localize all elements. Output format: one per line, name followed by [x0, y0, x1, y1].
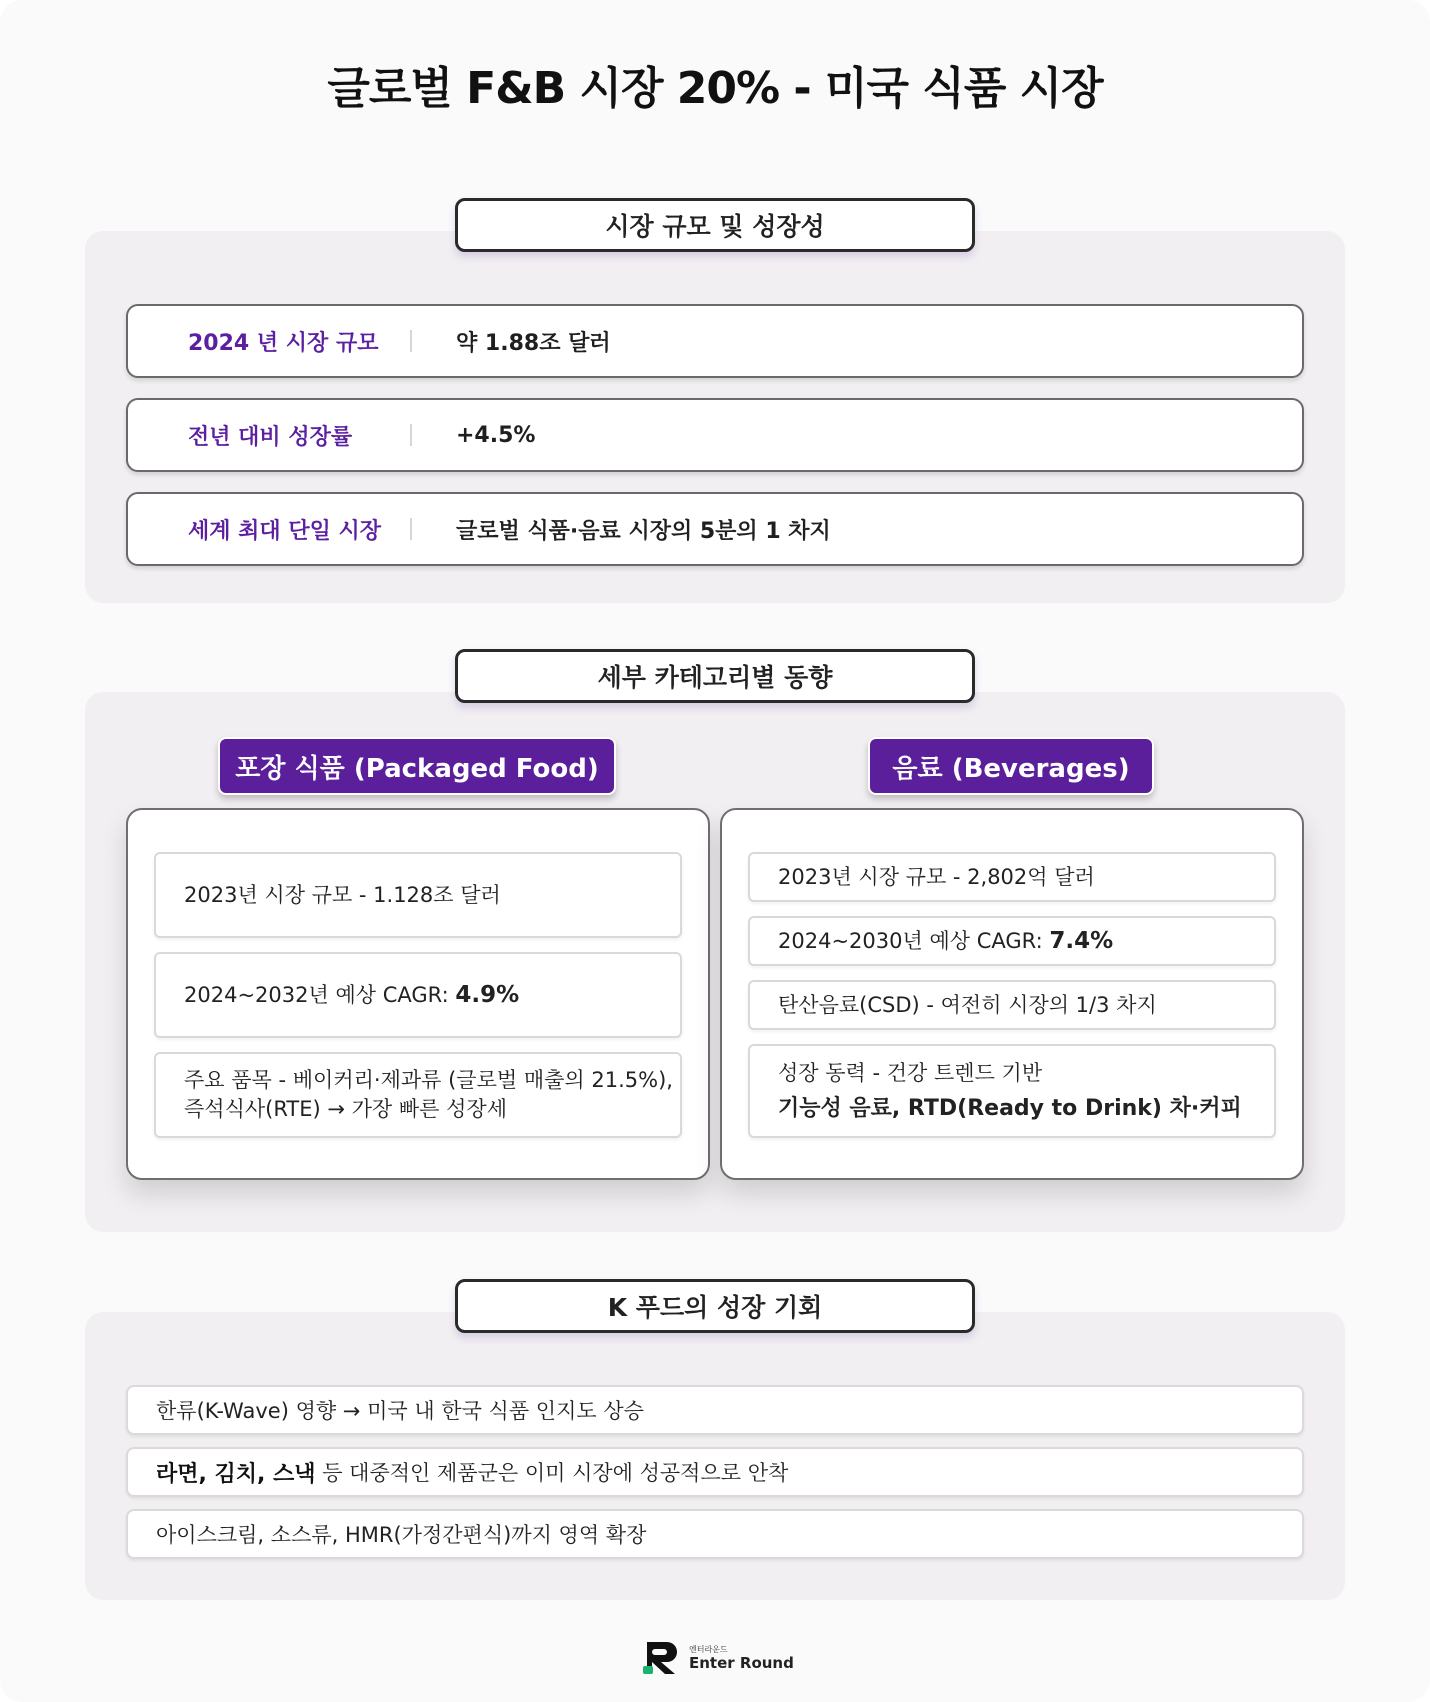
- packaged-main-items-line1: 주요 품목 - 베이커리·제과류 (글로벌 매출의 21.5%),: [184, 1068, 673, 1092]
- kfood-row-text: 등 대중적인 제품군은 이미 시장에 성공적으로 안착: [315, 1461, 789, 1485]
- beverages-cagr-label: 2024~2030년 예상 CAGR:: [778, 928, 1050, 953]
- market-section-label: 시장 규모 및 성장성: [455, 198, 975, 252]
- kfood-row: [126, 1385, 1304, 1435]
- largest-market-row: [126, 492, 1304, 566]
- packaged-market-size-item: [154, 852, 682, 938]
- beverages-growth-driver-item: [748, 1044, 1276, 1138]
- growth-row-key: 전년 대비 성장률: [188, 424, 353, 450]
- beverages-pill: 음료 (Beverages): [868, 737, 1154, 795]
- kfood-section-label: K 푸드의 성장 기회: [455, 1279, 975, 1333]
- beverages-growth-driver-line2: 기능성 음료, RTD(Ready to Drink) 차·커피: [778, 1096, 1242, 1121]
- page-title: 글로벌 F&B 시장 20% - 미국 식품 시장: [327, 63, 1103, 114]
- packaged-food-card: [126, 808, 710, 1180]
- kfood-row: [126, 1509, 1304, 1559]
- brand-logo: [643, 1640, 794, 1676]
- beverages-card: [720, 808, 1304, 1180]
- beverages-csd-item: [748, 980, 1276, 1030]
- beverages-market-size-item: [748, 852, 1276, 902]
- kfood-row: [126, 1447, 1304, 1497]
- packaged-food-pill: 포장 식품 (Packaged Food): [218, 737, 616, 795]
- enter-round-logo-icon: [643, 1640, 683, 1676]
- kfood-row-highlight: 라면, 김치, 스낵: [156, 1461, 316, 1487]
- packaged-main-items: [154, 1052, 682, 1138]
- market-row-value: 약 1.88조 달러: [456, 330, 611, 356]
- kfood-row-text: 한류(K-Wave) 영향 → 미국 내 한국 식품 인지도 상승: [156, 1399, 644, 1423]
- beverages-market-size-text: 2023년 시장 규모 - 2,802억 달러: [778, 864, 1095, 889]
- packaged-cagr-value: 4.9%: [455, 981, 520, 1008]
- packaged-cagr-item: [154, 952, 682, 1038]
- logo-korean-name: 엔터라운드: [689, 1644, 728, 1654]
- categories-section-label: 세부 카테고리별 동향: [455, 649, 975, 703]
- largest-market-row-value: 글로벌 식품·음료 시장의 5분의 1 차지: [456, 518, 831, 544]
- growth-row-value: +4.5%: [456, 422, 536, 448]
- packaged-market-size-text: 2023년 시장 규모 - 1.128조 달러: [184, 882, 501, 907]
- beverages-cagr-value: 7.4%: [1049, 927, 1114, 954]
- growth-row: [126, 398, 1304, 472]
- beverages-csd-text: 탄산음료(CSD) - 여전히 시장의 1/3 차지: [778, 992, 1157, 1017]
- logo-brand-name: Enter Round: [689, 1653, 794, 1672]
- packaged-cagr-label: 2024~2032년 예상 CAGR:: [184, 982, 456, 1007]
- beverages-growth-driver-line1: 성장 동력 - 건강 트렌드 기반: [778, 1061, 1043, 1085]
- kfood-row-text: 아이스크림, 소스류, HMR(가정간편식)까지 영역 확장: [156, 1523, 647, 1547]
- market-row-key: 2024 년 시장 규모: [188, 330, 379, 356]
- packaged-main-items-line2: 즉석식사(RTE) → 가장 빠른 성장세: [184, 1097, 507, 1121]
- largest-market-row-key: 세계 최대 단일 시장: [188, 518, 381, 544]
- market-row: [126, 304, 1304, 378]
- beverages-cagr-item: [748, 916, 1276, 966]
